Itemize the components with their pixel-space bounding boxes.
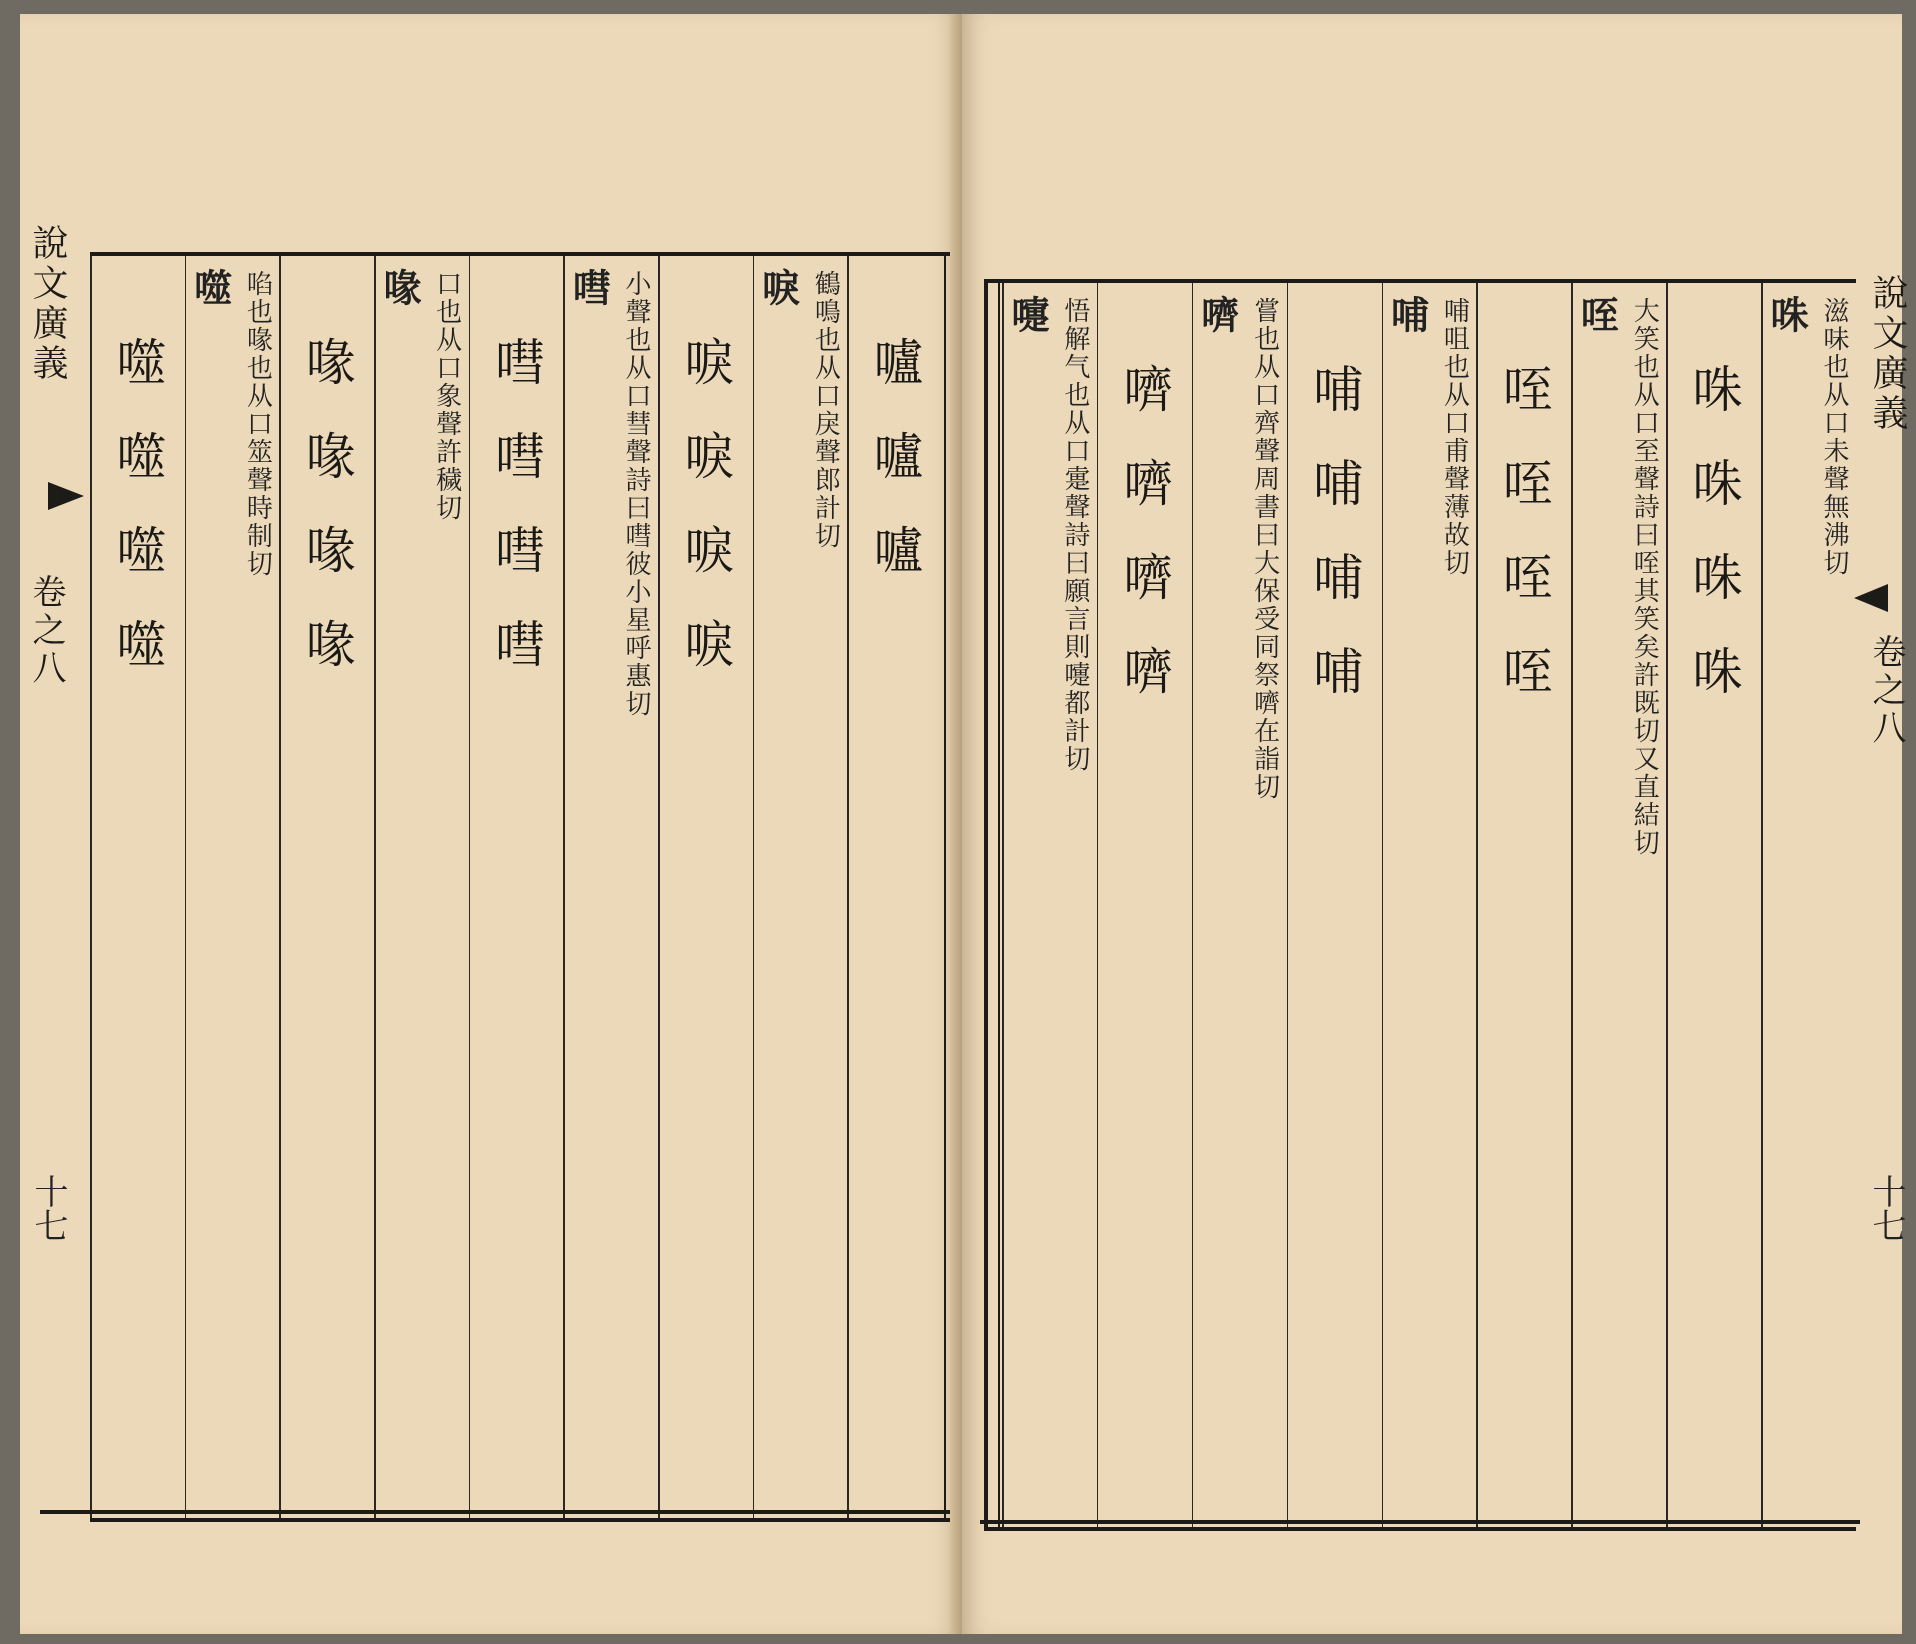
text-column (1097, 283, 1192, 1527)
column-rule (1097, 283, 1099, 1527)
column-rule (563, 256, 565, 1518)
text-column (1382, 283, 1477, 1527)
entry-head-character: 嘒 (566, 268, 612, 306)
right-page (962, 14, 1908, 1634)
column-rule (469, 256, 471, 1518)
right-leaf-number: 十七 (1866, 1174, 1906, 1242)
entry-gloss: 口也从口象聲許穢切 (431, 270, 462, 522)
column-rule (1382, 283, 1384, 1527)
frame-inner-rule (998, 283, 1000, 1527)
seal-script-forms: 嚧嚧嚧 (865, 336, 924, 618)
text-column (658, 256, 753, 1518)
entry-gloss: 啗也喙也从口筮聲時制切 (242, 270, 273, 578)
fold-mark (1854, 584, 1888, 612)
seal-script-forms: 唳唳唳唳 (676, 336, 735, 712)
seal-script-forms: 哺哺哺哺 (1305, 363, 1364, 739)
entry-gloss: 小聲也从口彗聲詩曰嘒彼小星呼惠切 (620, 270, 651, 718)
left-text-frame (90, 252, 960, 1522)
entry-gloss: 大笑也从口至聲詩曰咥其笑矣許既切又直結切 (1629, 297, 1660, 857)
column-rule (1476, 283, 1478, 1527)
seal-script-forms: 噬噬噬噬 (108, 336, 167, 712)
entry-gloss: 滋味也从口未聲無沸切 (1818, 297, 1849, 577)
entry-head-character: 唳 (755, 268, 801, 306)
column-rule (847, 256, 849, 1518)
text-column (374, 256, 469, 1518)
column-rule (658, 256, 660, 1518)
frame-inner-rule (944, 256, 946, 1518)
entry-head-character: 哺 (1384, 295, 1430, 333)
column-rule (279, 256, 281, 1518)
entry-head-character: 咥 (1574, 295, 1620, 333)
text-column (753, 256, 848, 1518)
column-rule (1287, 283, 1289, 1527)
text-column (1192, 283, 1287, 1527)
seal-script-forms: 咥咥咥咥 (1494, 363, 1553, 739)
entry-gloss: 鶴鳴也从口戾聲郎計切 (810, 270, 841, 550)
entry-gloss: 悟解气也从口疐聲詩曰願言則嚏都計切 (1059, 297, 1090, 773)
text-column (1666, 283, 1761, 1527)
right-text-frame (984, 279, 1856, 1531)
text-column (847, 256, 942, 1518)
text-column (1476, 283, 1571, 1527)
entry-gloss: 嘗也从口齊聲周書曰大保受同祭嚌在詣切 (1249, 297, 1280, 801)
left-margin-title: 說文廣義 (27, 224, 68, 384)
entry-head-character: 喙 (377, 268, 422, 306)
right-margin-volume: 卷之八 (1866, 634, 1906, 748)
column-rule (1761, 283, 1763, 1527)
column-rule (374, 256, 376, 1518)
column-rule (753, 256, 755, 1518)
seal-script-forms: 嚌嚌嚌嚌 (1115, 363, 1174, 739)
seal-script-forms: 喙喙喙喙 (297, 336, 356, 712)
seal-script-forms: 咮咮咮咮 (1684, 363, 1743, 739)
right-margin-title: 說文廣義 (1867, 274, 1908, 434)
left-page (20, 14, 960, 1634)
text-column (90, 256, 185, 1518)
text-column (1287, 283, 1382, 1527)
column-rule (90, 256, 92, 1518)
left-bottom-rule (40, 1510, 956, 1514)
column-rule (1192, 283, 1194, 1527)
column-rule (1002, 283, 1004, 1527)
entry-head-character: 嚏 (1005, 295, 1050, 333)
entry-head-character: 噬 (187, 268, 233, 306)
entry-gloss: 哺咀也从口甫聲薄故切 (1439, 297, 1470, 577)
text-column (185, 256, 280, 1518)
column-rule (1571, 283, 1573, 1527)
column-rule (185, 256, 187, 1518)
left-margin-volume: 卷之八 (26, 574, 66, 688)
entry-head-character: 嚌 (1194, 295, 1240, 333)
text-column (1571, 283, 1666, 1527)
left-leaf-number: 十七 (28, 1174, 68, 1242)
text-column (469, 256, 564, 1518)
text-column (1761, 283, 1856, 1527)
column-rule (1666, 283, 1668, 1527)
text-column (563, 256, 658, 1518)
entry-head-character: 咮 (1764, 295, 1810, 333)
text-column (279, 256, 374, 1518)
seal-script-forms: 嘒嘒嘒嘒 (486, 336, 545, 712)
right-bottom-rule (980, 1520, 1860, 1524)
text-column (1002, 283, 1097, 1527)
fold-mark (48, 482, 84, 510)
